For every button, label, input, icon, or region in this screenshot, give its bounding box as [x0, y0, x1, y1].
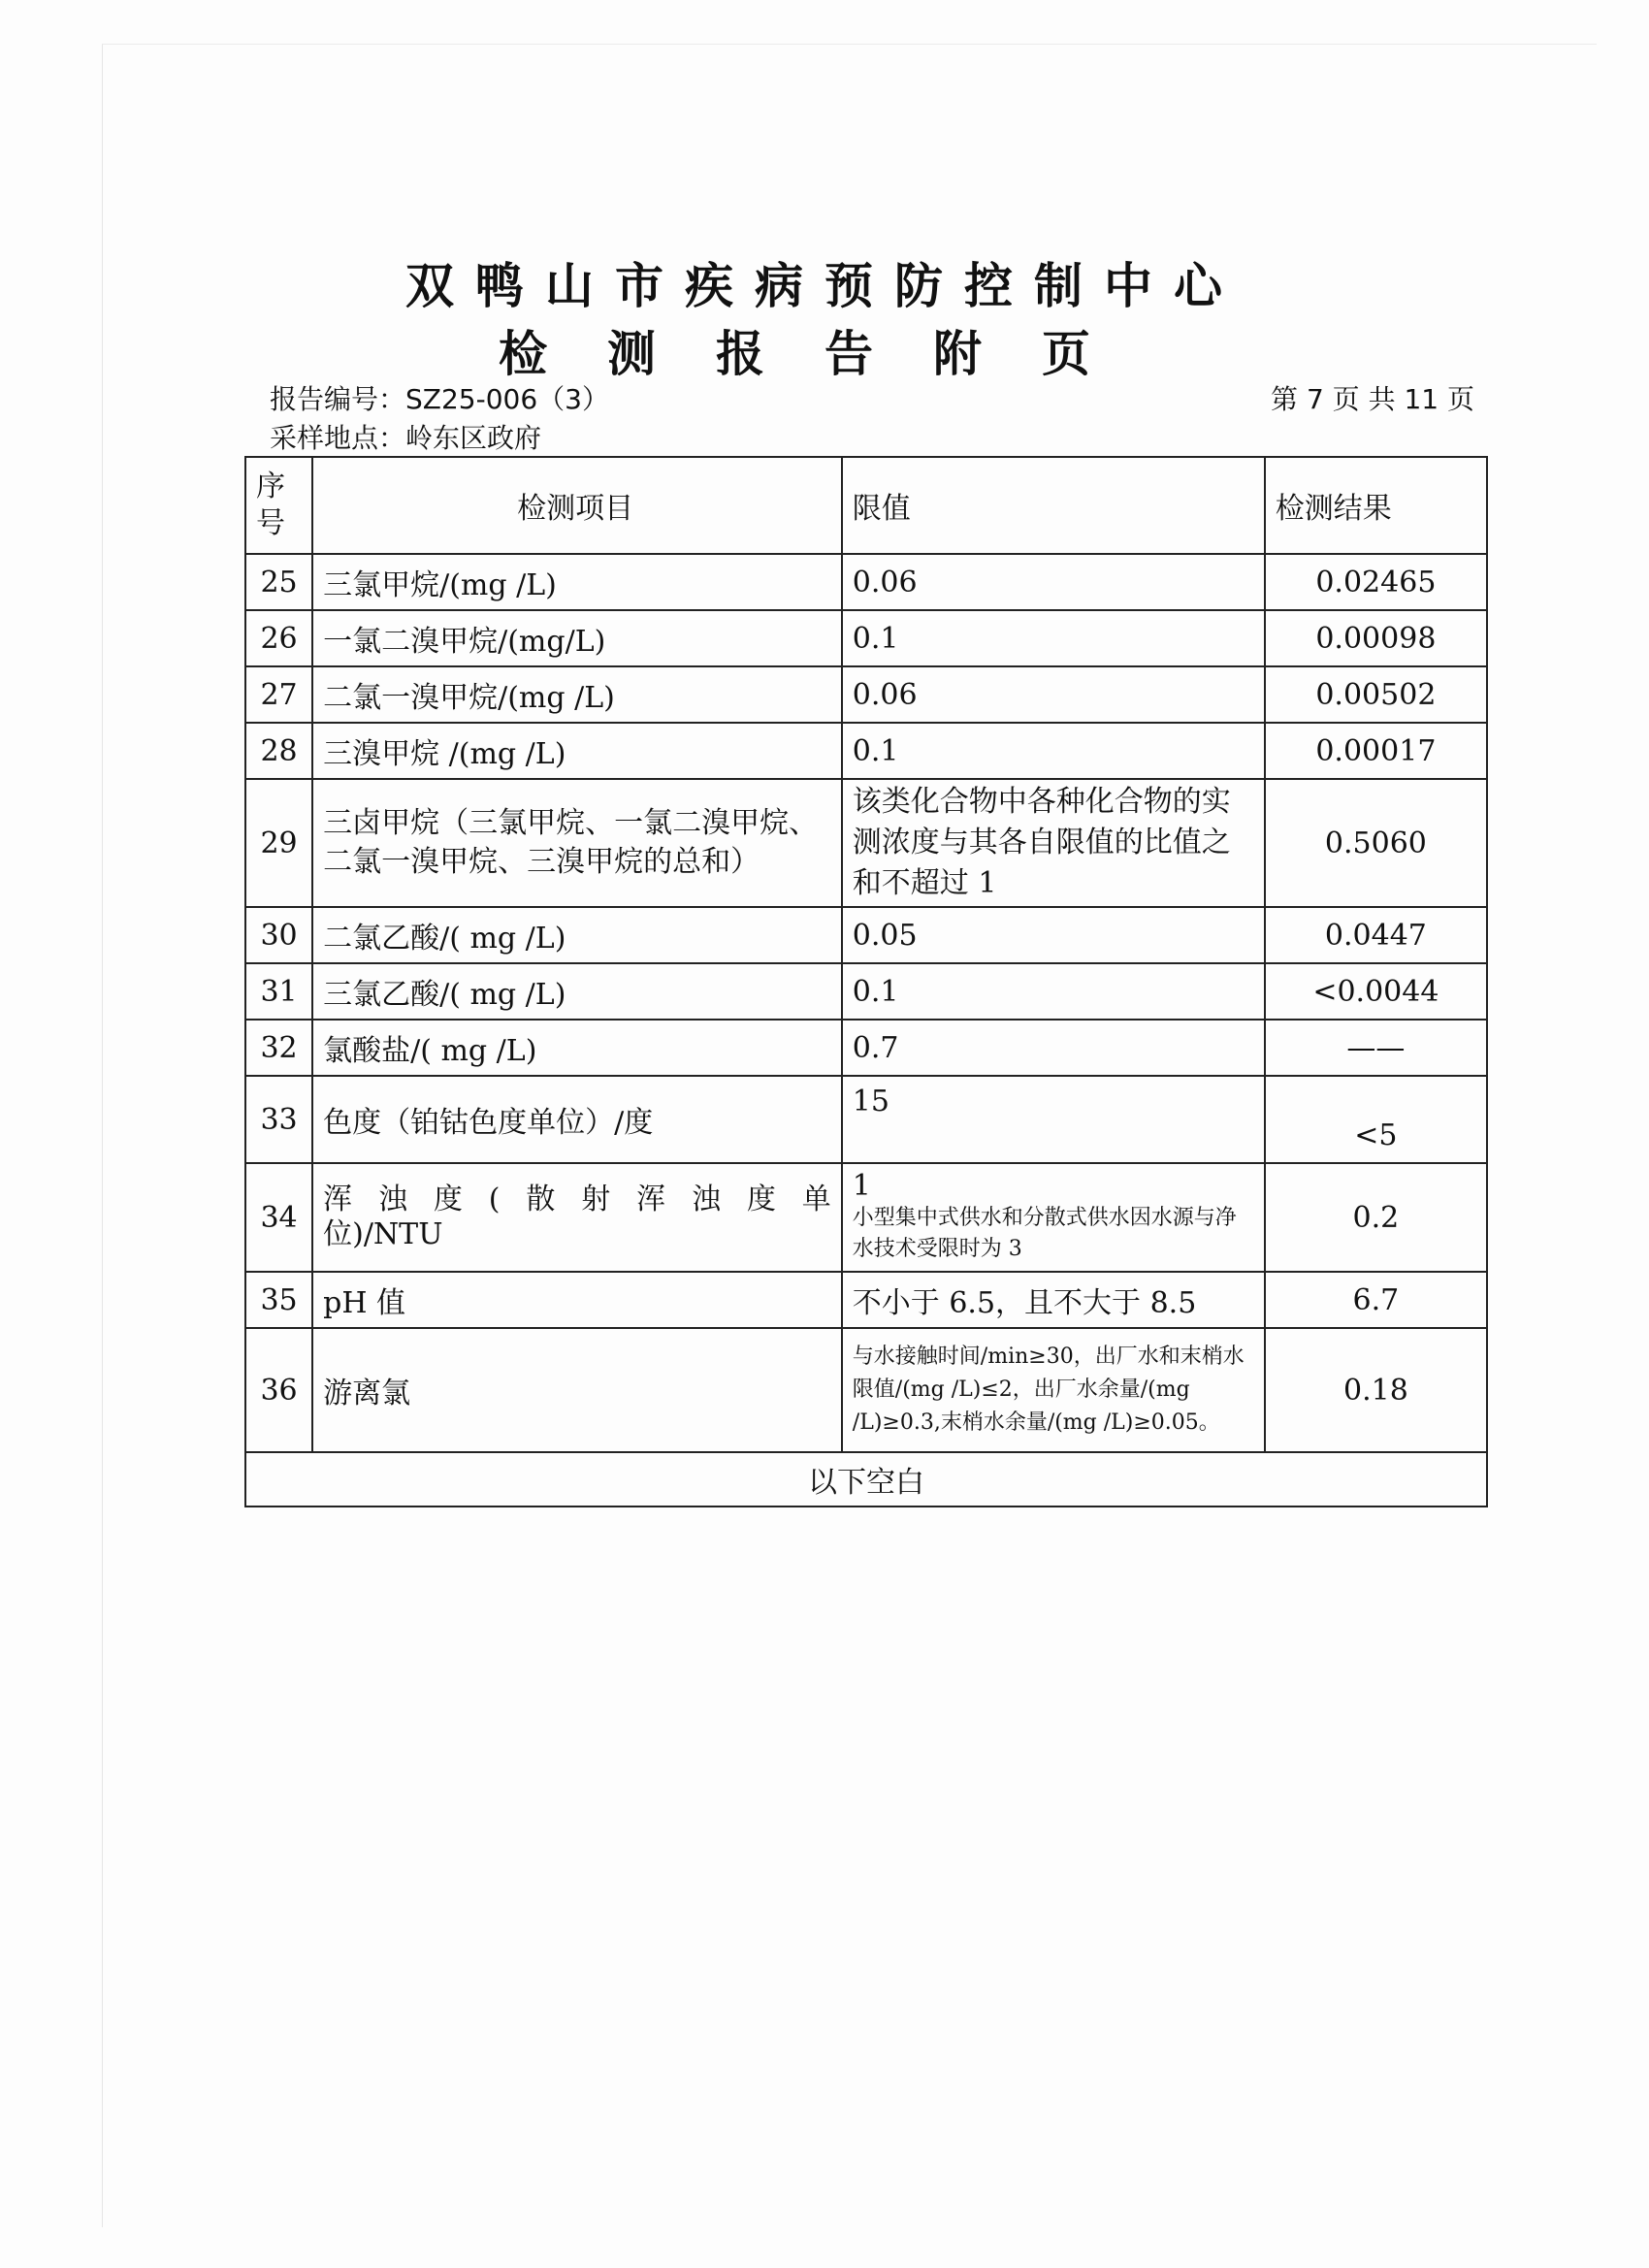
row-limit: 0.1	[842, 723, 1265, 779]
row-item: 三氯乙酸/( mg /L)	[312, 963, 842, 1020]
row-item: 三溴甲烷 /(mg /L)	[312, 723, 842, 779]
table-header-row	[245, 457, 1487, 554]
blank-below-note: 以下空白	[245, 1452, 1487, 1507]
row-item: 三氯甲烷/(mg /L)	[312, 554, 842, 610]
table-footer-row	[245, 1452, 1487, 1507]
row-result: 6.7	[1265, 1272, 1487, 1328]
row-item: 氯酸盐/( mg /L)	[312, 1020, 842, 1076]
row-limit-value: 1	[852, 1169, 871, 1203]
row-result: 0.00017	[1265, 723, 1487, 779]
row-limit: 15	[842, 1076, 1265, 1163]
row-result: 0.02465	[1265, 554, 1487, 610]
row-no: 26	[245, 610, 312, 666]
row-no: 27	[245, 666, 312, 723]
row-limit: 0.05	[842, 907, 1265, 963]
table-row	[245, 554, 1487, 610]
row-item: 色度（铂钴色度单位）/度	[312, 1076, 842, 1163]
row-item: pH 值	[312, 1272, 842, 1328]
row-result: 0.2	[1265, 1163, 1487, 1272]
table-row	[245, 666, 1487, 723]
table-row	[245, 610, 1487, 666]
row-no: 28	[245, 723, 312, 779]
row-result: 0.0447	[1265, 907, 1487, 963]
row-item: 游离氯	[312, 1328, 842, 1452]
header-item: 检测项目	[312, 457, 842, 554]
table-row	[245, 1163, 1487, 1272]
row-limit: 0.1	[842, 610, 1265, 666]
row-item: 一氯二溴甲烷/(mg/L)	[312, 610, 842, 666]
row-no: 32	[245, 1020, 312, 1076]
row-result: 0.00098	[1265, 610, 1487, 666]
row-result: <5	[1265, 1076, 1487, 1163]
row-result: ——	[1265, 1020, 1487, 1076]
header-limit: 限值	[842, 457, 1265, 554]
header-no: 序号	[245, 457, 312, 554]
row-item: 二氯乙酸/( mg /L)	[312, 907, 842, 963]
row-limit-note: 小型集中式供水和分散式供水因水源与净水技术受限时为 3	[852, 1206, 1237, 1261]
row-item-line1: 浑浊度(散射浑浊度单	[323, 1183, 831, 1216]
row-item: 二氯一溴甲烷/(mg /L)	[312, 666, 842, 723]
table-row	[245, 779, 1487, 907]
row-limit: 不小于 6.5，且不大于 8.5	[842, 1272, 1265, 1328]
row-limit	[842, 1163, 1265, 1272]
page-info: 第 7 页 共 11 页	[1271, 383, 1474, 415]
row-limit: 与水接触时间/min≥30，出厂水和末梢水限值/(mg /L)≤2，出厂水余量/(mg /L)≥0.3,末梢水余量/(mg /L)≥0.05。	[842, 1328, 1265, 1452]
row-item	[312, 1163, 842, 1272]
sampling-location: 采样地点：岭东区政府	[270, 422, 542, 454]
row-limit: 0.06	[842, 666, 1265, 723]
table-row	[245, 1020, 1487, 1076]
row-result: 0.18	[1265, 1328, 1487, 1452]
row-no: 33	[245, 1076, 312, 1163]
table-row	[245, 1328, 1487, 1452]
header-result: 检测结果	[1265, 457, 1487, 554]
table-row	[245, 963, 1487, 1020]
table-row	[245, 723, 1487, 779]
row-result: <0.0044	[1265, 963, 1487, 1020]
row-limit: 0.06	[842, 554, 1265, 610]
table-row	[245, 907, 1487, 963]
row-result: 0.00502	[1265, 666, 1487, 723]
table-row	[245, 1076, 1487, 1163]
table-row	[245, 1272, 1487, 1328]
org-title: 双鸭山市疾病预防控制中心	[405, 258, 1244, 314]
results-table	[244, 456, 1488, 1507]
row-limit: 该类化合物中各种化合物的实测浓度与其各自限值的比值之和不超过 1	[842, 779, 1265, 907]
row-item: 三卤甲烷（三氯甲烷、一氯二溴甲烷、二氯一溴甲烷、三溴甲烷的总和）	[312, 779, 842, 907]
row-no: 29	[245, 779, 312, 907]
row-no: 30	[245, 907, 312, 963]
row-no: 25	[245, 554, 312, 610]
row-no: 31	[245, 963, 312, 1020]
row-item-line2: 位)/NTU	[323, 1217, 443, 1251]
row-limit: 0.7	[842, 1020, 1265, 1076]
report-title: 检测报告附页	[499, 326, 1150, 382]
report-number: 报告编号：SZ25-006（3）	[270, 383, 609, 415]
row-no: 34	[245, 1163, 312, 1272]
row-result: 0.5060	[1265, 779, 1487, 907]
row-no: 36	[245, 1328, 312, 1452]
row-no: 35	[245, 1272, 312, 1328]
row-limit: 0.1	[842, 963, 1265, 1020]
